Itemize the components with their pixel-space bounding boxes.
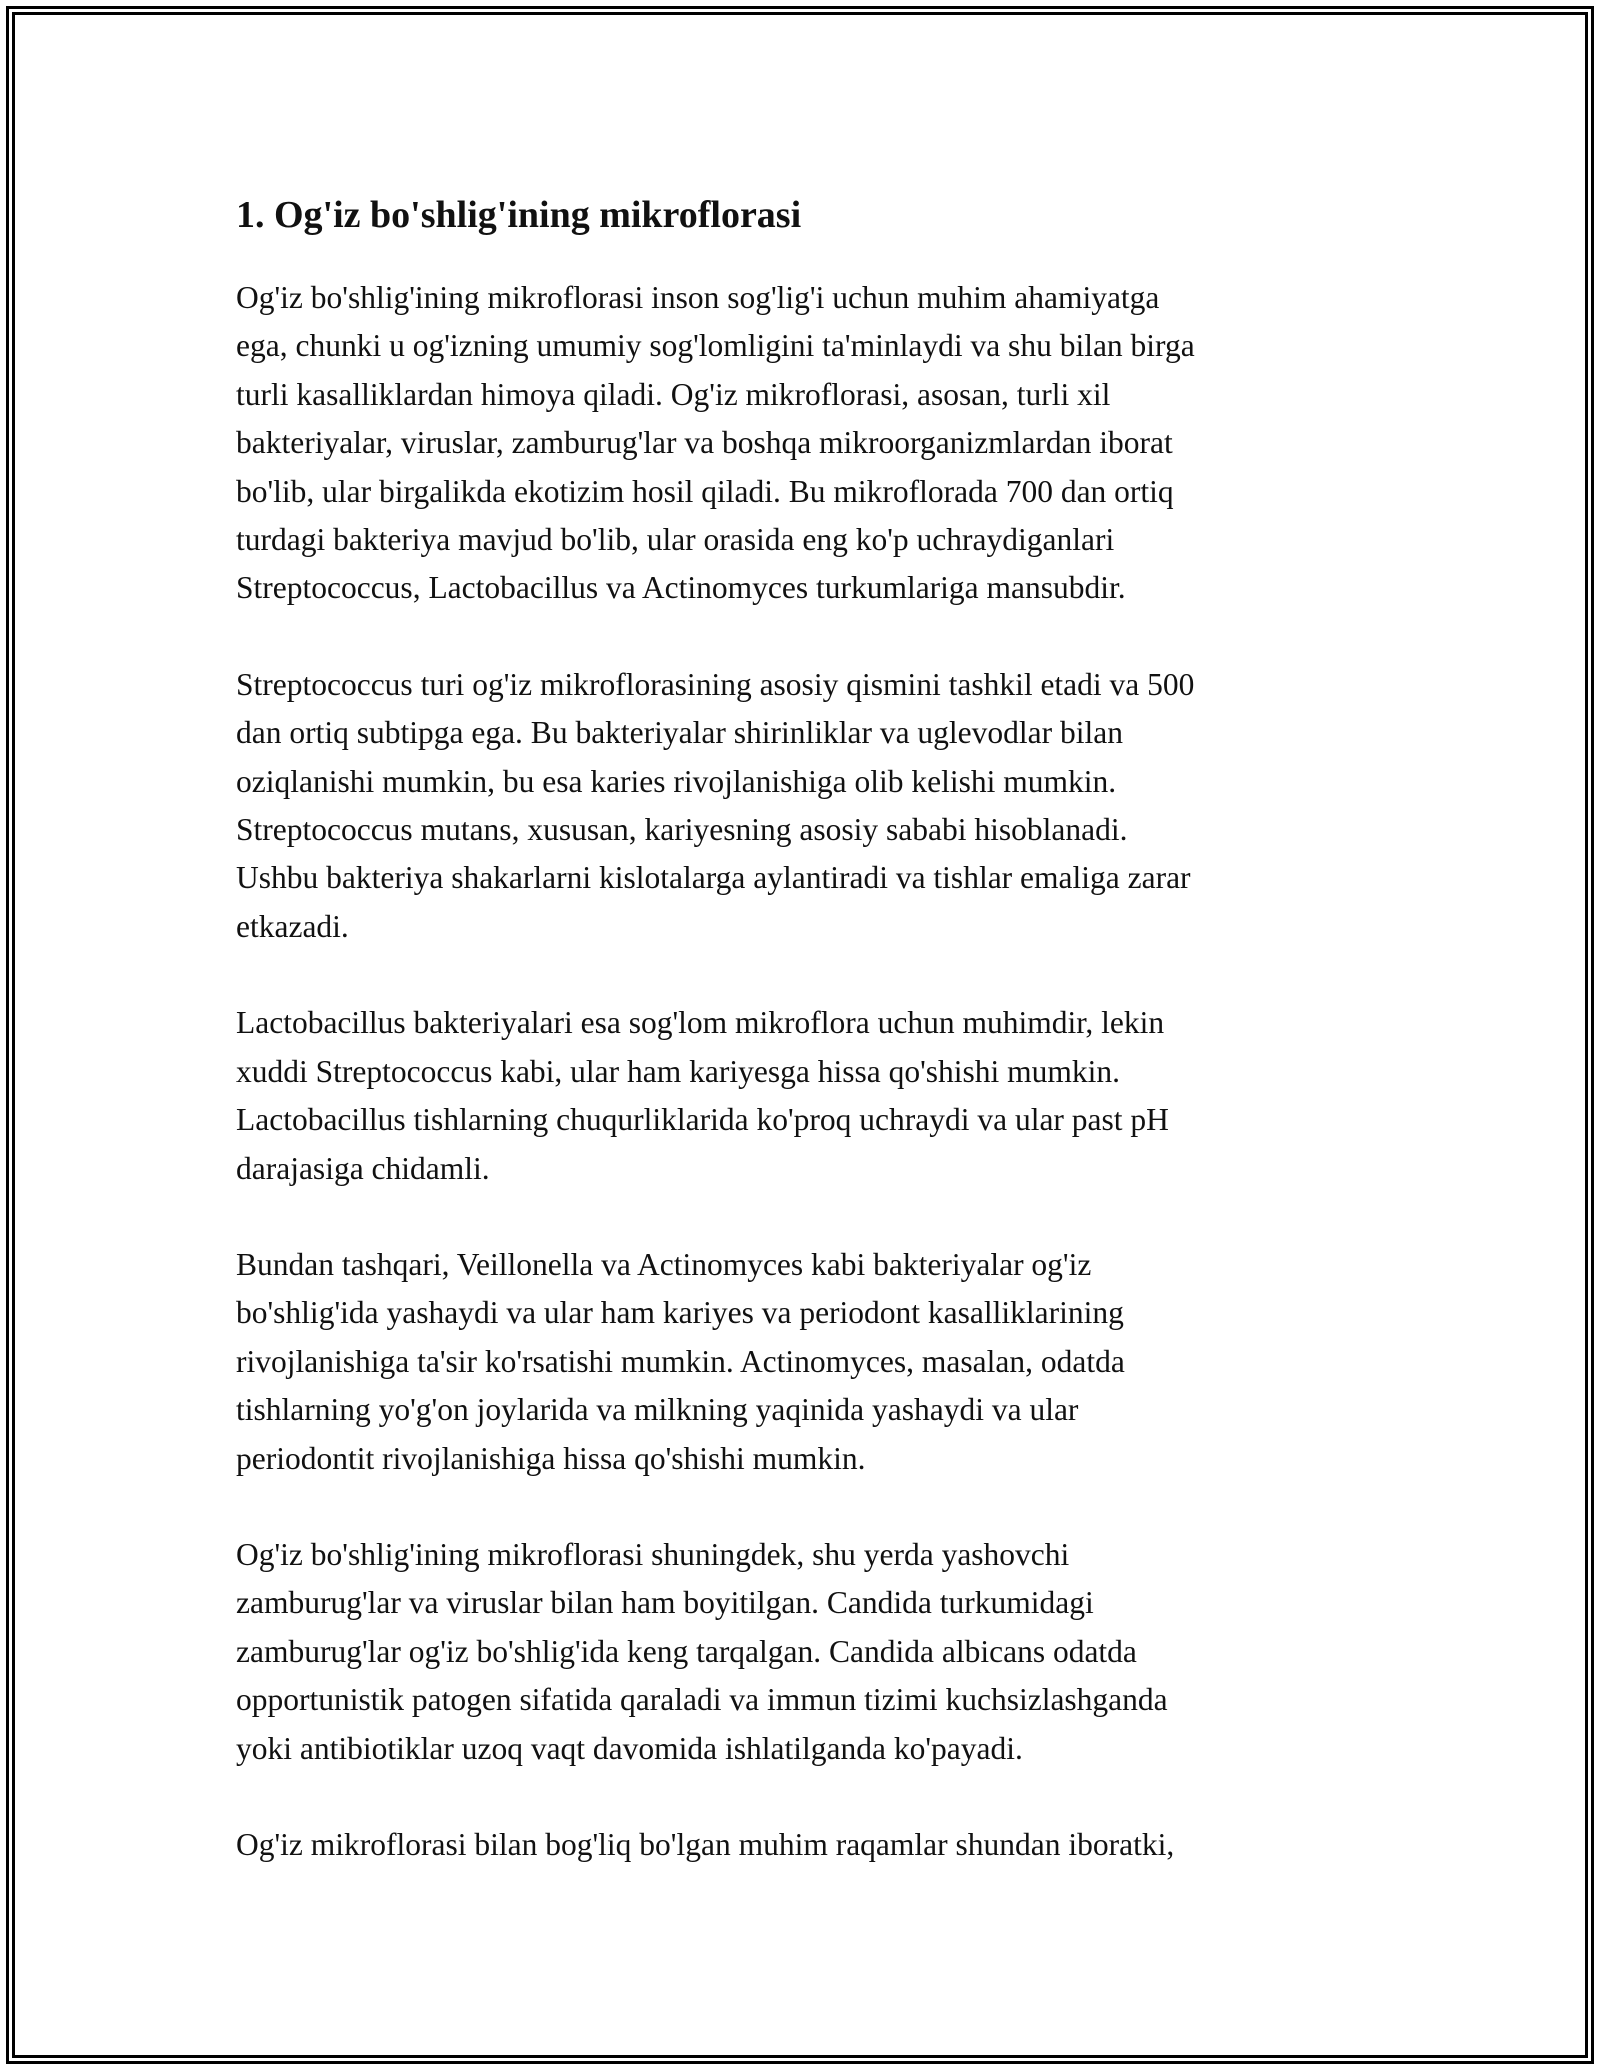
paragraph-5 xyxy=(236,1531,1366,1773)
text-line: xuddi Streptococcus kabi, ular ham kariyesga hissa qo'shishi mumkin. xyxy=(236,1053,1121,1089)
text-line: darajasiga chidamli. xyxy=(236,1150,490,1186)
text-line: ega, chunki u og'izning umumiy sog'lomligini ta'minlaydi va shu bilan birga xyxy=(236,328,1195,364)
text-line: Og'iz bo'shlig'ining mikroflorasi inson sog'lig'i uchun muhim ahamiyatga xyxy=(236,280,1160,315)
text-line: Lactobacillus bakteriyalari esa sog'lom mikroflora uchun muhimdir, lekin xyxy=(236,1005,1165,1041)
text-line: bo'shlig'ida yashaydi va ular ham kariyes va periodont kasalliklarining xyxy=(236,1295,1124,1331)
paragraph-3 xyxy=(236,999,1366,1193)
text-line: opportunistik patogen sifatida qaraladi va immun tizimi kuchsizlashganda xyxy=(236,1682,1168,1718)
text-line: Bundan tashqari, Veillonella va Actinomyces kabi bakteriyalar og'iz xyxy=(236,1246,1092,1282)
text-line: bo'lib, ular birgalikda ekotizim hosil qiladi. Bu mikroflorada 700 dan ortiq xyxy=(236,473,1174,509)
text-line: Streptococcus mutans, xususan, kariyesning asosiy sababi hisoblanadi. xyxy=(236,812,1128,848)
paragraph-1 xyxy=(236,274,1366,613)
text-line: Ushbu bakteriya shakarlarni kislotalarga aylantiradi va tishlar emaliga zarar xyxy=(236,860,1191,896)
text-line: yoki antibiotiklar uzoq vaqt davomida ishlatilganda ko'payadi. xyxy=(236,1730,1023,1766)
text-line: zamburug'lar va viruslar bilan ham boyitilgan. Candida turkumidagi xyxy=(236,1585,1094,1621)
paragraph-6 xyxy=(236,1821,1366,1869)
text-line: rivojlanishiga ta'sir ko'rsatishi mumkin. Actinomyces, masalan, odatda xyxy=(236,1343,1125,1379)
text-line: turdagi bakteriya mavjud bo'lib, ular orasida eng ko'p uchraydiganlari xyxy=(236,522,1115,558)
text-line: oziqlanishi mumkin, bu esa karies rivojlanishiga olib kelishi mumkin. xyxy=(236,763,1117,799)
text-line: Og'iz bo'shlig'ining mikroflorasi shuningdek, shu yerda yashovchi xyxy=(236,1536,1070,1572)
document-body xyxy=(236,183,1366,1917)
text-line: periodontit rivojlanishiga hissa qo'shishi mumkin. xyxy=(236,1440,866,1476)
text-line: Streptococcus, Lactobacillus va Actinomyces turkumlariga mansubdir. xyxy=(236,570,1126,606)
section-heading: 1. Og'iz bo'shlig'ining mikroflorasi xyxy=(236,194,802,236)
text-line: turli kasalliklardan himoya qiladi. Og'iz mikroflorasi, asosan, turli xil xyxy=(236,376,1111,412)
text-line: bakteriyalar, viruslar, zamburug'lar va boshqa mikroorganizmlardan iborat xyxy=(236,425,1173,461)
text-line: etkazadi. xyxy=(236,908,349,944)
text-line: Og'iz mikroflorasi bilan bog'liq bo'lgan muhim raqamlar shundan iboratki, xyxy=(236,1826,1175,1862)
text-line: Streptococcus turi og'iz mikroflorasining asosiy qismini tashkil etadi va 500 xyxy=(236,666,1195,702)
paragraph-4 xyxy=(236,1241,1366,1483)
text-line: zamburug'lar og'iz bo'shlig'ida keng tarqalgan. Candida albicans odatda xyxy=(236,1633,1137,1669)
text-line: dan ortiq subtipga ega. Bu bakteriyalar shirinliklar va uglevodlar bilan xyxy=(236,715,1123,751)
paragraph-2 xyxy=(236,661,1366,951)
text-line: Lactobacillus tishlarning chuqurliklarida ko'proq uchraydi va ular past pH xyxy=(236,1102,1169,1138)
text-line: tishlarning yo'g'on joylarida va milkning yaqinida yashaydi va ular xyxy=(236,1392,1079,1428)
